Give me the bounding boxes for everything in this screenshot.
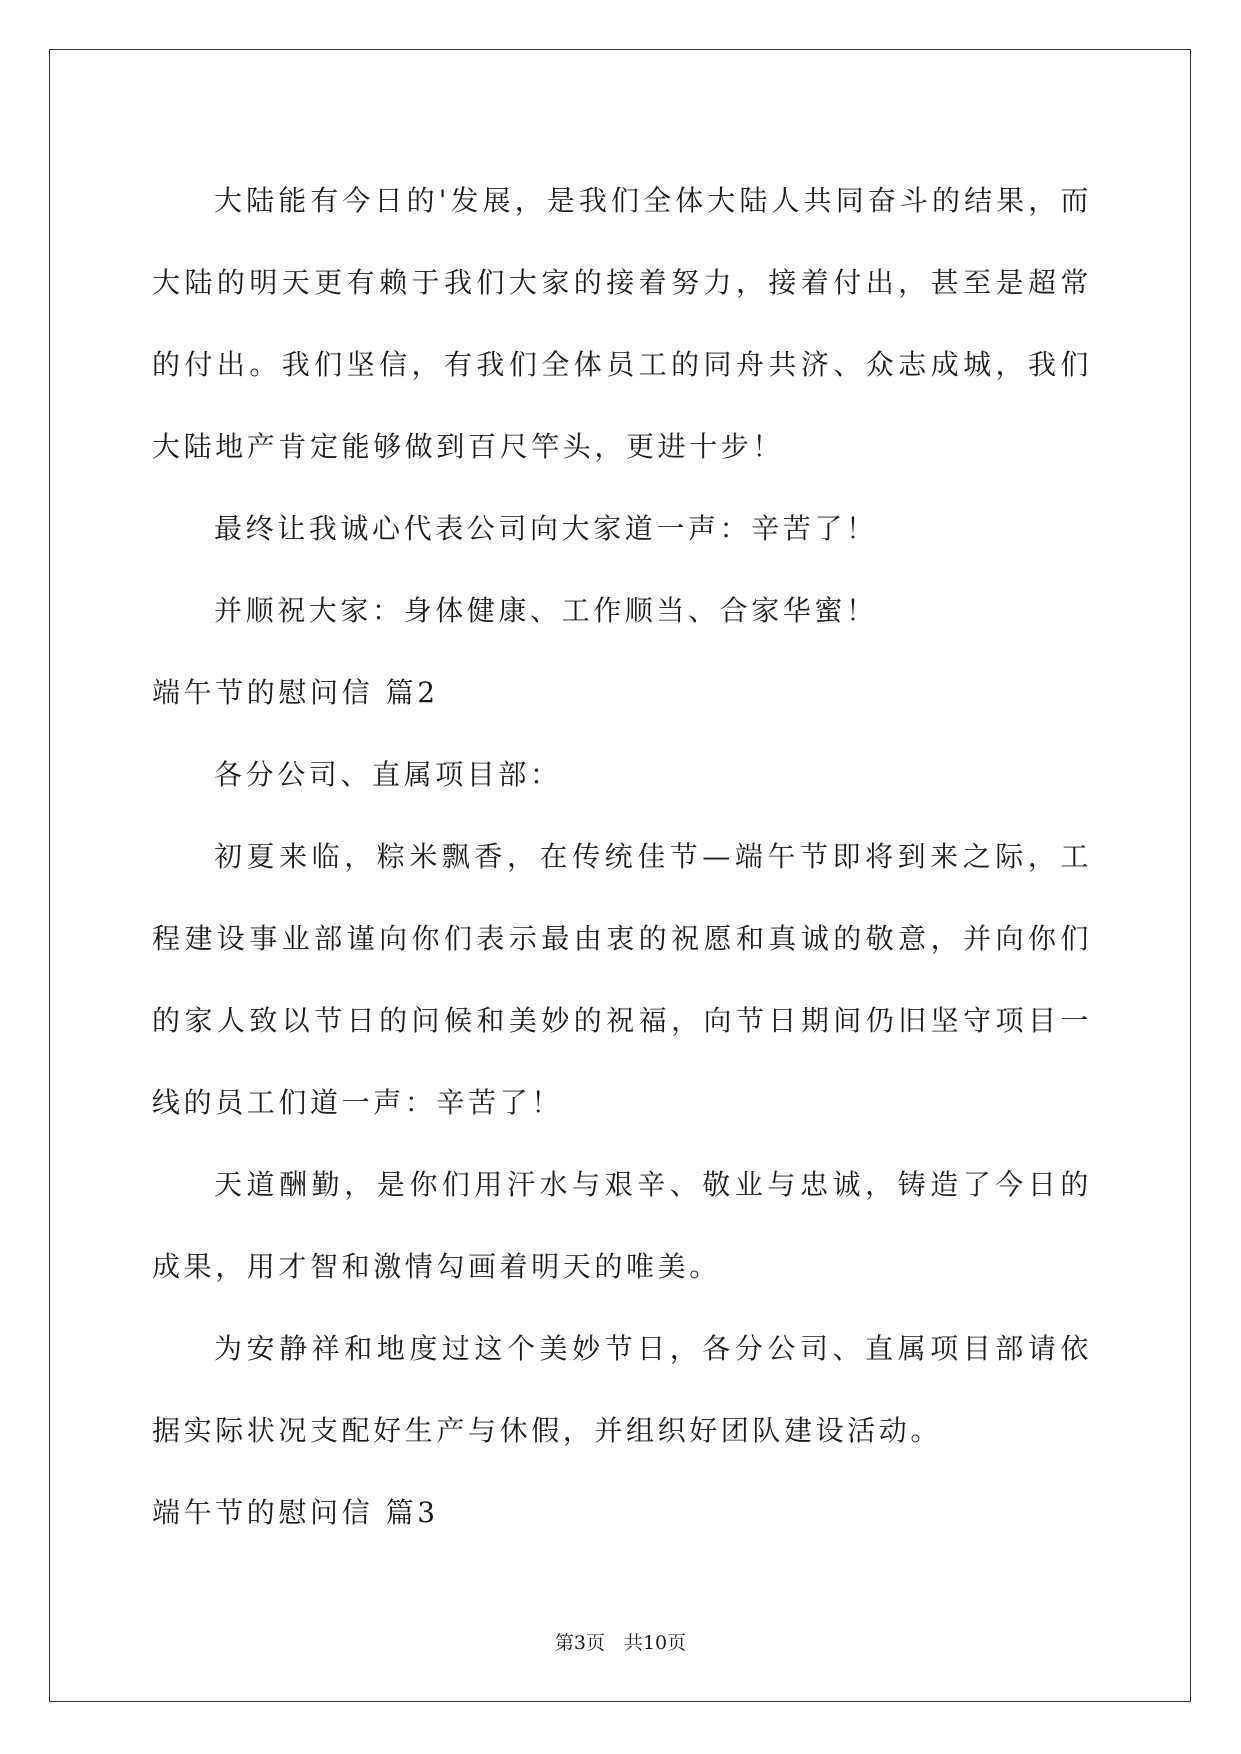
paragraph: 最终让我诚心代表公司向大家道一声：辛苦了！ bbox=[214, 512, 878, 545]
document-body bbox=[152, 160, 1092, 1554]
paragraph: 为安静祥和地度过这个美妙节日，各分公司、直属项目部请依据实际状况支配好生产与休假，并组织好团队建设活动。 bbox=[152, 1332, 1092, 1447]
section-heading: 端午节的慰问信 篇2 bbox=[152, 676, 439, 709]
section-heading: 端午节的慰问信 篇3 bbox=[152, 1496, 439, 1529]
paragraph: 各分公司、直属项目部： bbox=[214, 758, 562, 791]
page-number-footer: 第3页 共10页 bbox=[554, 1632, 687, 1654]
paragraph: 天道酬勤，是你们用汗水与艰辛、敬业与忠诚，铸造了今日的成果，用才智和激情勾画着明天的唯美。 bbox=[152, 1168, 1092, 1283]
paragraph: 初夏来临，粽米飘香，在传统佳节—端午节即将到来之际，工程建设事业部谨向你们表示最由衷的祝愿和真诚的敬意，并向你们的家人致以节日的问候和美妙的祝福，向节日期间仍旧坚守项目一线的员工们道一声：辛苦了！ bbox=[152, 840, 1092, 1119]
paragraph: 大陆能有今日的'发展，是我们全体大陆人共同奋斗的结果，而大陆的明天更有赖于我们大家的接着努力，接着付出，甚至是超常的付出。我们坚信，有我们全体员工的同舟共济、众志成城，我们大陆地产肯定能够做到百尺竿头，更进十步！ bbox=[152, 184, 1092, 463]
paragraph: 并顺祝大家：身体健康、工作顺当、合家华蜜！ bbox=[214, 594, 878, 627]
